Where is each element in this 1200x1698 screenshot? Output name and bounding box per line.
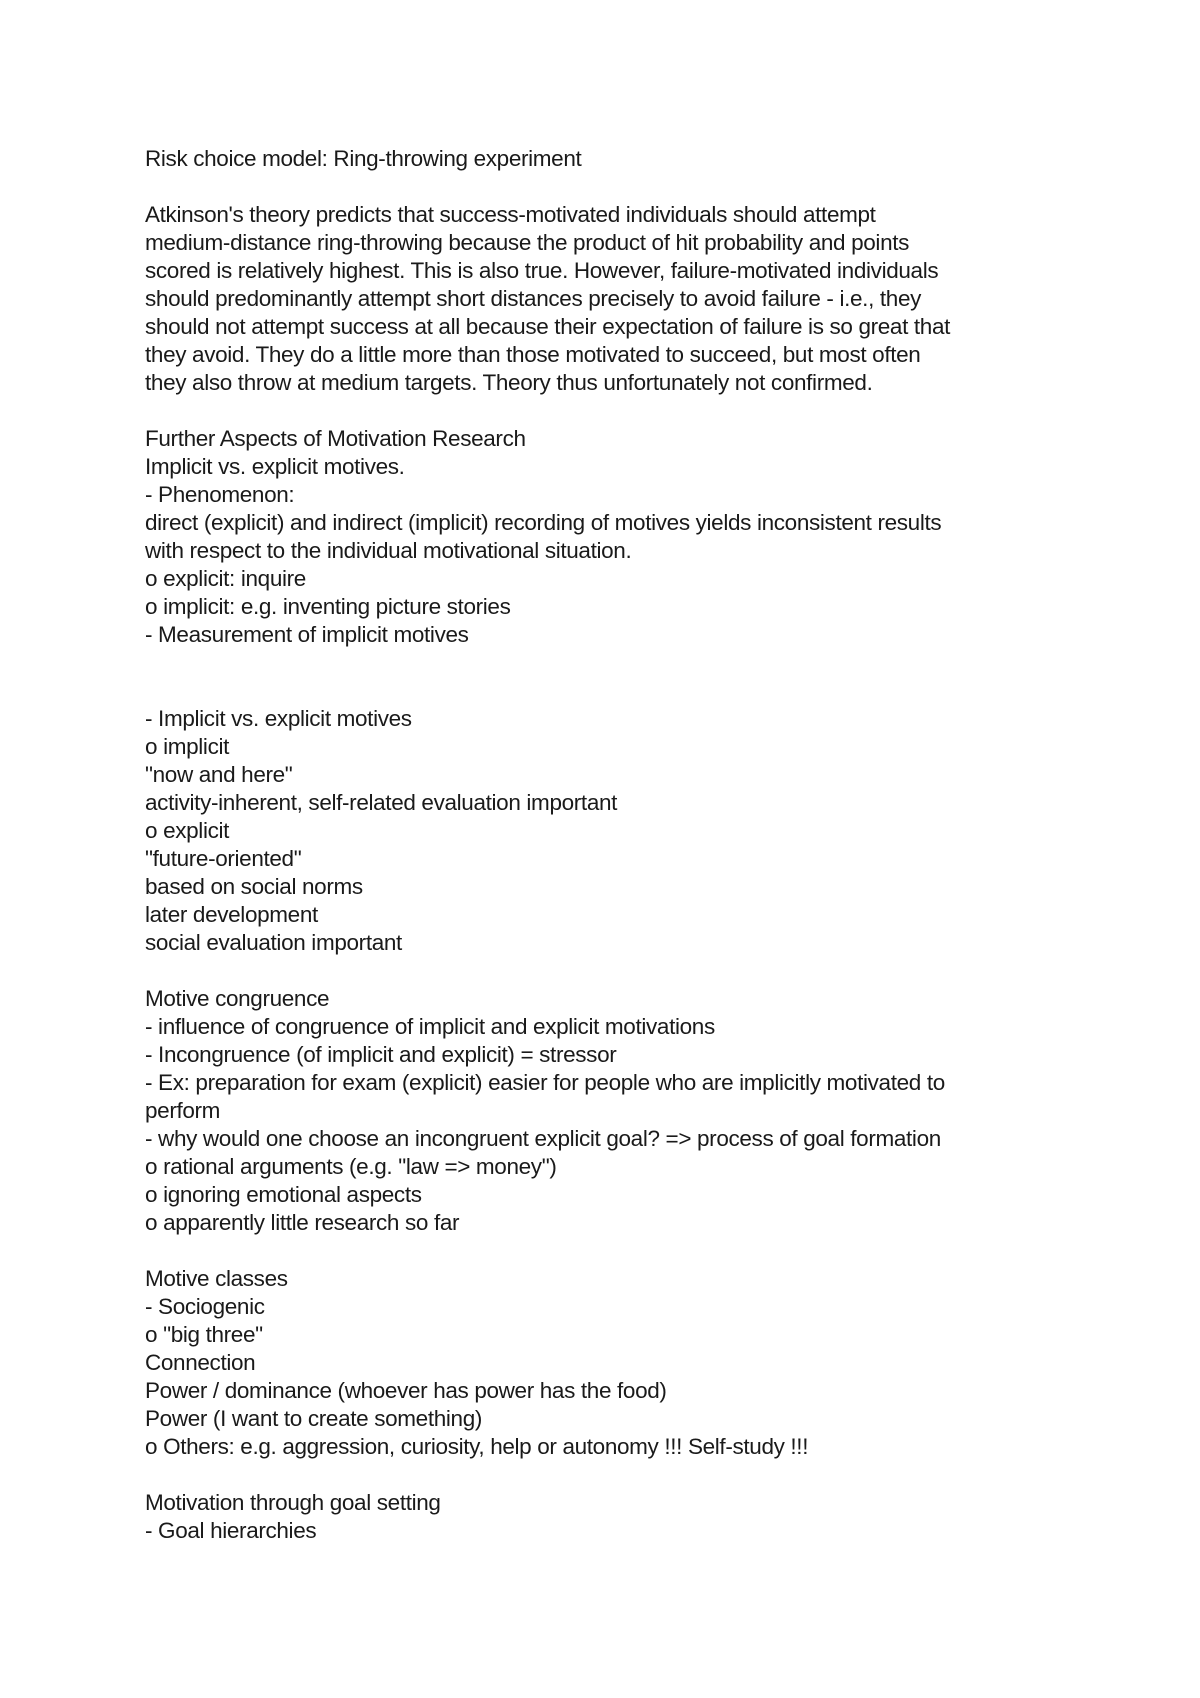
section-heading: Motive congruence	[145, 986, 330, 1011]
spacer	[145, 173, 1065, 201]
text-line: direct (explicit) and indirect (implicit) recording of motives yields inconsistent results	[145, 510, 942, 535]
text-line: perform	[145, 1098, 221, 1123]
list-item: o ignoring emotional aspects	[145, 1182, 422, 1207]
paragraph-line: scored is relatively highest. This is also true. However, failure-motivated individuals	[145, 258, 939, 283]
document-title: Risk choice model: Ring-throwing experiment	[145, 146, 582, 171]
text-line: activity-inherent, self-related evaluation important	[145, 790, 618, 815]
list-item: - Ex: preparation for exam (explicit) easier for people who are implicitly motivated to	[145, 1070, 945, 1095]
list-item: o apparently little research so far	[145, 1210, 460, 1235]
spacer	[145, 649, 1065, 705]
list-item: - Incongruence (of implicit and explicit) = stressor	[145, 1042, 617, 1067]
atkinson-paragraph	[145, 201, 1065, 397]
list-item: o implicit: e.g. inventing picture stories	[145, 594, 511, 619]
section-heading: Motivation through goal setting	[145, 1490, 441, 1515]
subheading: Implicit vs. explicit motives.	[145, 454, 405, 479]
motive-congruence-section	[145, 985, 1065, 1237]
implicit-explicit-section	[145, 705, 1065, 957]
list-item: - Phenomenon:	[145, 482, 295, 507]
list-item: o Others: e.g. aggression, curiosity, help or autonomy !!! Self-study !!!	[145, 1434, 809, 1459]
list-item: o explicit	[145, 818, 230, 843]
paragraph-line: should not attempt success at all because their expectation of failure is so great that	[145, 314, 951, 339]
goal-setting-section	[145, 1489, 1065, 1545]
list-item: - Measurement of implicit motives	[145, 622, 469, 647]
section-heading: Further Aspects of Motivation Research	[145, 426, 526, 451]
paragraph-line: they avoid. They do a little more than those motivated to succeed, but most often	[145, 342, 921, 367]
text-line: "now and here"	[145, 762, 293, 787]
text-line: Connection	[145, 1350, 256, 1375]
list-item: o explicit: inquire	[145, 566, 306, 591]
list-item: - Sociogenic	[145, 1294, 265, 1319]
paragraph-line: medium-distance ring-throwing because the product of hit probability and points	[145, 230, 910, 255]
motive-classes-section	[145, 1265, 1065, 1461]
text-line: social evaluation important	[145, 930, 402, 955]
paragraph-line: Atkinson's theory predicts that success-motivated individuals should attempt	[145, 202, 876, 227]
text-line: with respect to the individual motivational situation.	[145, 538, 632, 563]
text-line: later development	[145, 902, 318, 927]
further-aspects-section	[145, 425, 1065, 649]
spacer	[145, 957, 1065, 985]
text-line: "future-oriented"	[145, 846, 302, 871]
spacer	[145, 397, 1065, 425]
list-item: o rational arguments (e.g. "law => money")	[145, 1154, 557, 1179]
list-item: o "big three"	[145, 1322, 263, 1347]
paragraph-line: they also throw at medium targets. Theory thus unfortunately not confirmed.	[145, 370, 873, 395]
document-body	[145, 145, 1065, 1545]
section-heading: Motive classes	[145, 1266, 288, 1291]
text-line: Power / dominance (whoever has power has the food)	[145, 1378, 667, 1403]
spacer	[145, 1461, 1065, 1489]
text-line: Power (I want to create something)	[145, 1406, 483, 1431]
list-item: o implicit	[145, 734, 230, 759]
list-item: - Goal hierarchies	[145, 1518, 317, 1543]
list-item: - influence of congruence of implicit and explicit motivations	[145, 1014, 715, 1039]
list-item: - why would one choose an incongruent explicit goal? => process of goal formation	[145, 1126, 941, 1151]
list-item: - Implicit vs. explicit motives	[145, 706, 412, 731]
text-line: based on social norms	[145, 874, 363, 899]
spacer	[145, 1237, 1065, 1265]
paragraph-line: should predominantly attempt short distances precisely to avoid failure - i.e., they	[145, 286, 922, 311]
